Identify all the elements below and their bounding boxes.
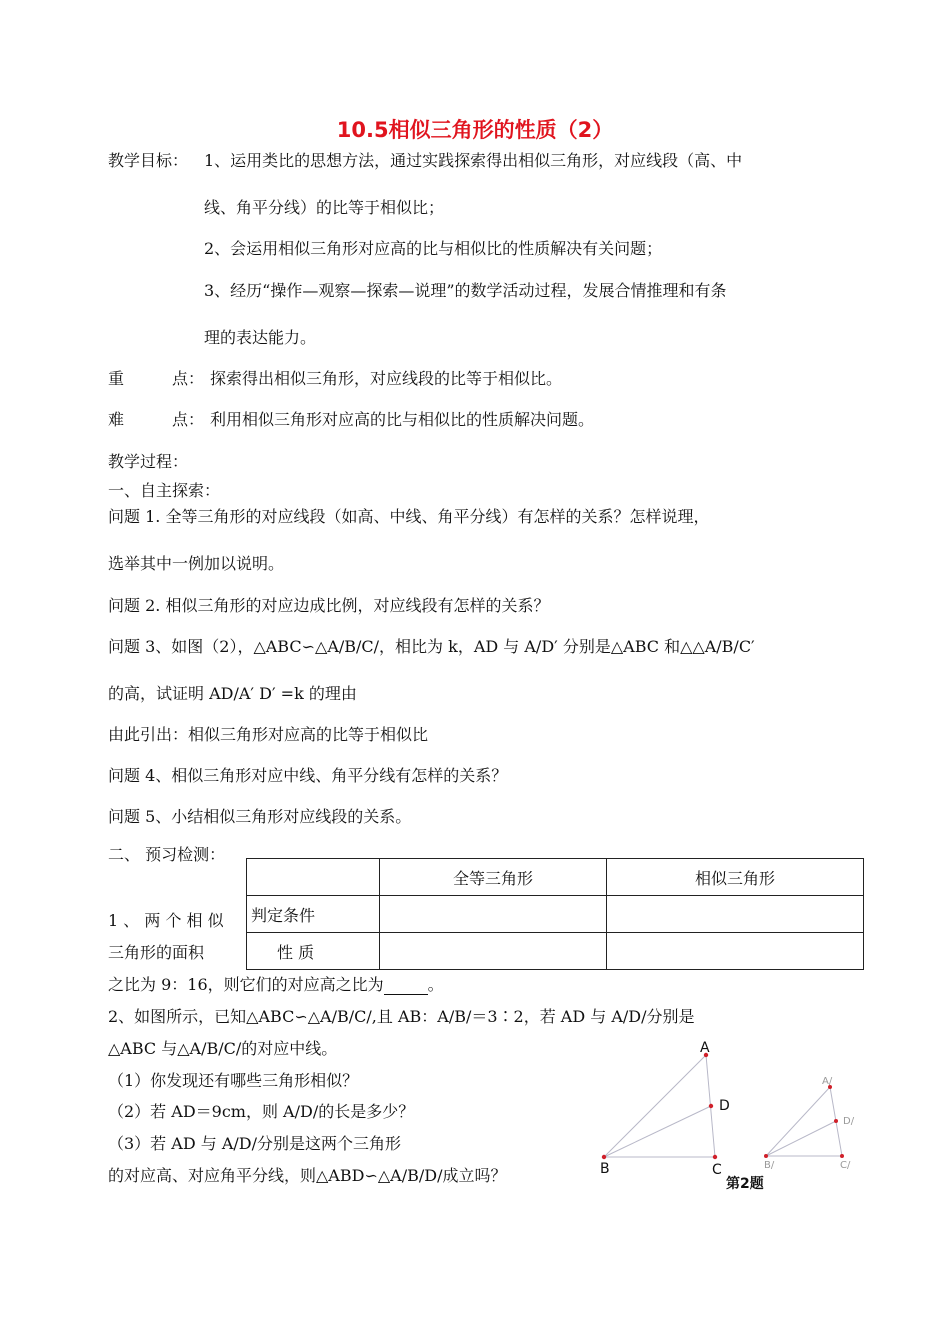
question-4: 问题 4、相似三角形对应中线、角平分线有怎样的关系？	[108, 766, 508, 785]
label-c2: C/	[840, 1160, 851, 1171]
exercise-1-line-3	[108, 975, 444, 995]
triangle-figure	[580, 1035, 880, 1195]
label-a2: A/	[822, 1076, 833, 1087]
label-c: C	[712, 1162, 722, 1178]
key-point-label-2: 点：	[172, 369, 205, 388]
question-2: 问题 2. 相似三角形的对应边成比例，对应线段有怎样的关系？	[108, 596, 550, 615]
answer-blank[interactable]	[384, 978, 428, 995]
segment-bd	[604, 1106, 711, 1157]
table-row	[247, 933, 864, 970]
question-3-line-1: 问题 3、如图（2），△ABC∽△A/B/C/，相比为 k，AD 与 A/D′ 分别是△ABC 和△△A/B/C′	[108, 637, 755, 656]
point-b2	[764, 1154, 768, 1158]
exercise-2-part-2: （2）若 AD＝9cm，则 A/D/的长是多少？	[108, 1102, 415, 1121]
label-d: D	[719, 1098, 730, 1114]
exercise-2-part-3: （3）若 AD 与 A/D/分别是这两个三角形	[108, 1134, 401, 1153]
exercise-2-part-4: 的对应高、对应角平分线，则△ABD∽△A/B/D/成立吗？	[108, 1166, 507, 1185]
label-b: B	[600, 1161, 610, 1177]
key-point-label-1: 重	[108, 369, 125, 388]
goal-1-line-2: 线、角平分线）的比等于相似比；	[204, 198, 445, 217]
page-title: 10.5相似三角形的性质（2）	[336, 118, 614, 142]
segment-b2d2	[766, 1121, 836, 1156]
goal-1-line-1: 1、运用类比的思想方法，通过实践探索得出相似三角形，对应线段（高、中	[204, 151, 743, 170]
difficult-point-label-1: 难	[108, 410, 125, 429]
point-c	[713, 1155, 717, 1159]
table-row	[247, 896, 864, 933]
table-header-cell	[247, 859, 380, 896]
table-header-cell: 相似三角形	[607, 859, 864, 896]
exercise-2-line-2: △ABC 与△A/B/C/的对应中线。	[108, 1039, 338, 1058]
exercise-1-line-1: 1 、 两 个 相 似	[108, 911, 224, 930]
triangle-a2b2c2	[766, 1087, 842, 1156]
comparison-table	[246, 858, 864, 970]
small-triangle	[764, 1076, 855, 1171]
difficult-point-label-2: 点：	[172, 410, 205, 429]
table-cell	[607, 933, 864, 970]
exercise-1-text: 之比为 9：16，则它们的对应高之比为	[108, 975, 384, 994]
large-triangle	[600, 1040, 730, 1178]
goals-label: 教学目标：	[108, 151, 189, 170]
table-cell: 判定条件	[247, 896, 380, 933]
question-1-line-2: 选举其中一例加以说明。	[108, 554, 285, 573]
question-3-line-2: 的高，试证明 AD/A′ D′ =k 的理由	[108, 684, 357, 703]
table-cell	[380, 933, 607, 970]
triangle-abc	[604, 1055, 715, 1157]
label-d2: D/	[843, 1116, 855, 1127]
exercise-2-part-1: （1）你发现还有哪些三角形相似？	[108, 1071, 359, 1090]
table-cell	[607, 896, 864, 933]
table-header-cell: 全等三角形	[380, 859, 607, 896]
goal-2: 2、会运用相似三角形对应高的比与相似比的性质解决有关问题；	[204, 239, 663, 258]
point-d2	[834, 1119, 838, 1123]
label-b2: B/	[764, 1160, 775, 1171]
question-1-line-1: 问题 1. 全等三角形的对应线段（如高、中线、角平分线）有怎样的关系？怎样说理，	[108, 507, 710, 526]
difficult-point-text: 利用相似三角形对应高的比与相似比的性质解决问题。	[210, 410, 595, 429]
exercise-2-line-1: 2、如图所示，已知△ABC∽△A/B/C/,且 AB：A/B/＝3∶2，若 AD 与 A/D/分别是	[108, 1007, 695, 1026]
goal-3-line-1: 3、经历“操作—观察—探索—说理”的数学活动过程，发展合情推理和有条	[204, 281, 727, 300]
key-point-text: 探索得出相似三角形，对应线段的比等于相似比。	[210, 369, 563, 388]
conclusion: 由此引出：相似三角形对应高的比等于相似比	[108, 725, 429, 744]
figure-caption: 第2题	[726, 1176, 764, 1192]
table-header-row	[247, 859, 864, 896]
point-b	[602, 1155, 606, 1159]
table-cell: 性 质	[247, 933, 380, 970]
label-a: A	[700, 1040, 710, 1056]
exercise-1-line-2: 三角形的面积	[108, 943, 205, 962]
table-cell	[380, 896, 607, 933]
section-1-heading: 一、自主探索：	[108, 481, 221, 500]
point-c2	[840, 1154, 844, 1158]
section-2-heading: 二、 预习检测：	[108, 845, 226, 864]
process-heading: 教学过程：	[108, 452, 189, 471]
goal-3-line-2: 理的表达能力。	[204, 328, 317, 347]
exercise-1-end: 。	[427, 975, 444, 994]
point-d	[709, 1104, 713, 1108]
question-5: 问题 5、小结相似三角形对应线段的关系。	[108, 807, 412, 826]
